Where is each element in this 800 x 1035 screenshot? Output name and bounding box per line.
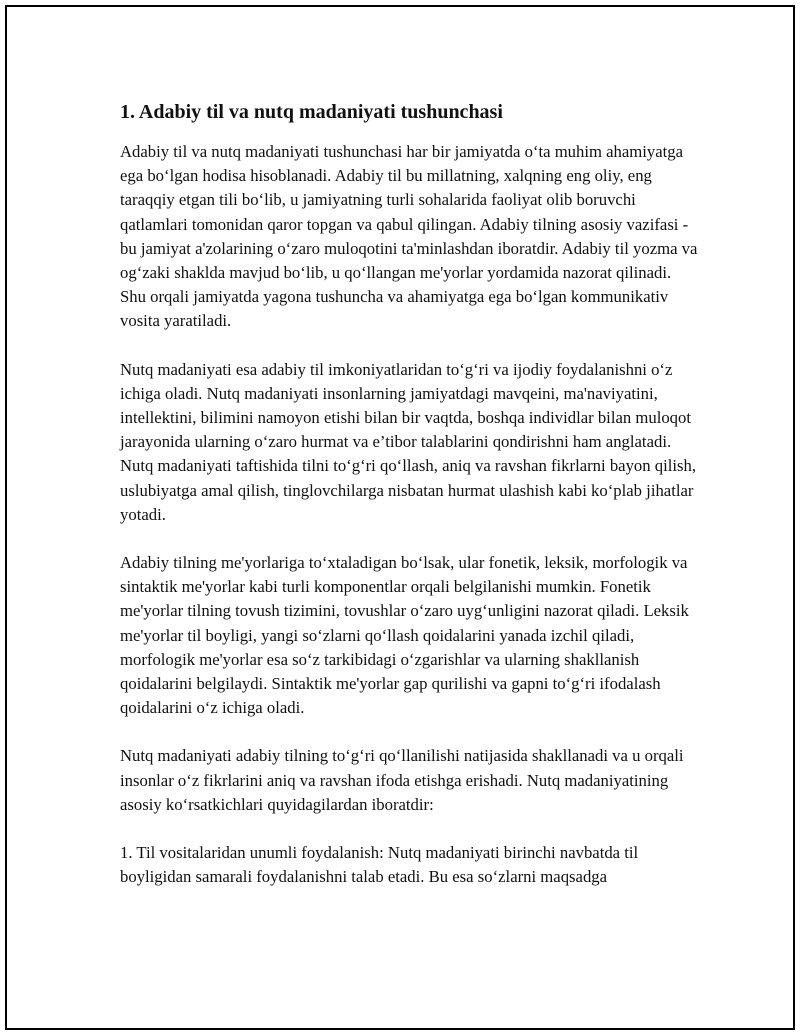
paragraph-5: 1. Til vositalaridan unumli foydalanish: Nutq madaniyati birinchi navbatda til boyligidan samarali foydalanishni talab etadi. Bu esa soʻzlarni maqsadga xyxy=(120,843,639,887)
paragraph-3: Adabiy tilning me'yorlariga toʻxtaladigan boʻlsak, ular fonetik, leksik, morfologik va sintaktik me'yorlar kabi turli komponentlar orqali belgilanishi mumkin. Fonetik me'yorlar tilning tovush tizimini, tovushlar oʻzaro uygʻunligini nazorat qiladi. Leksik me'yorlar til boyligi, yangi soʻzlarni qoʻllash qoidalarini yanada izchil qiladi, morfologik me'yorlar esa soʻz tarkibidagi oʻzgarishlar va ularning shakllanish qoidalarini belgilaydi. Sintaktik me'yorlar gap qurilishi va gapni toʻgʻri ifodalash qoidalarini oʻz ichiga oladi. xyxy=(120,553,689,718)
document-body xyxy=(120,98,700,913)
paragraph-4: Nutq madaniyati adabiy tilning toʻgʻri qoʻllanilishi natijasida shakllanadi va u orqali insonlar oʻz fikrlarini aniq va ravshan ifoda etishga erishadi. Nutq madaniyatining asosiy koʻrsatkichlari quyidagilardan iboratdir: xyxy=(120,746,684,814)
paragraph-1: Adabiy til va nutq madaniyati tushunchasi har bir jamiyatda oʻta muhim ahamiyatga ega boʻlgan hodisa hisoblanadi. Adabiy til bu millatning, xalqning eng oliy, eng taraqqiy etgan tili boʻlib, u jamiyatning turli sohalarida faoliyat olib boruvchi qatlamlari tomonidan qaror topgan va qabul qilingan. Adabiy tilning asosiy vazifasi - bu jamiyat a'zolarining oʻzaro muloqotini ta'minlashdan iboratdir. Adabiy til yozma va ogʻzaki shaklda mavjud boʻlib, u qoʻllangan me'yorlar yordamida nazorat qilinadi. Shu orqali jamiyatda yagona tushuncha va ahamiyatga ega boʻlgan kommunikativ vosita yaratiladi. xyxy=(120,142,698,331)
paragraph-2: Nutq madaniyati esa adabiy til imkoniyatlaridan toʻgʻri va ijodiy foydalanishni oʻz ichiga oladi. Nutq madaniyati insonlarning jamiyatdagi mavqeini, ma'naviyatini, intellektini, bilimini namoyon etishi bilan bir vaqtda, boshqa individlar bilan muloqot jarayonida ularning oʻzaro hurmat va e’tibor talablarini qondirishni ham anglatadi. Nutq madaniyati taftishida tilni toʻgʻri qoʻllash, aniq va ravshan fikrlarni bayon qilish, uslubiyatga amal qilish, tinglovchilarga nisbatan hurmat ulashish kabi koʻplab jihatlar yotadi. xyxy=(120,359,697,524)
section-heading: 1. Adabiy til va nutq madaniyati tushunchasi xyxy=(120,101,503,123)
page-frame xyxy=(5,5,795,1030)
